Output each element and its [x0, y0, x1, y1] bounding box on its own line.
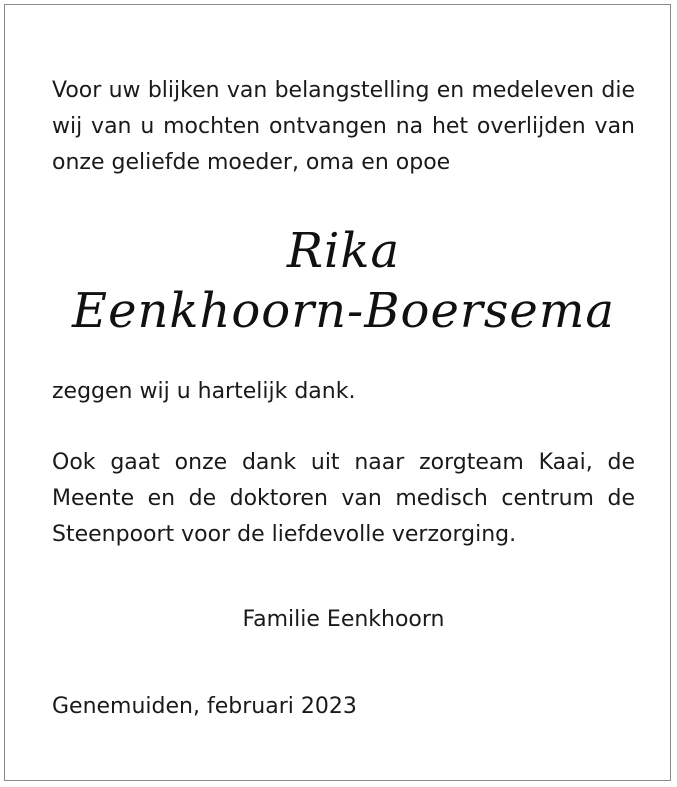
notice-frame [4, 4, 671, 781]
intro-text: Voor uw blijken van belangstelling en medeleven die wij van u mochten ontvangen na het overlijden van onze geliefde moeder, oma en opoe [52, 78, 635, 175]
last-name: Eenkhoorn-Boersema [72, 283, 615, 339]
deceased-name [32, 221, 655, 341]
care-thanks-text: Ook gaat onze dank uit naar zorgteam Kaai, de Meente en de doktoren van medisch centrum de Steenpoort voor de liefdevolle verzorging. [52, 450, 635, 547]
place-date: Genemuiden, februari 2023 [52, 694, 357, 719]
family-signature: Familie Eenkhoorn [242, 607, 445, 632]
thanks-text: zeggen wij u hartelijk dank. [52, 379, 356, 404]
first-name: Rika [286, 223, 401, 279]
